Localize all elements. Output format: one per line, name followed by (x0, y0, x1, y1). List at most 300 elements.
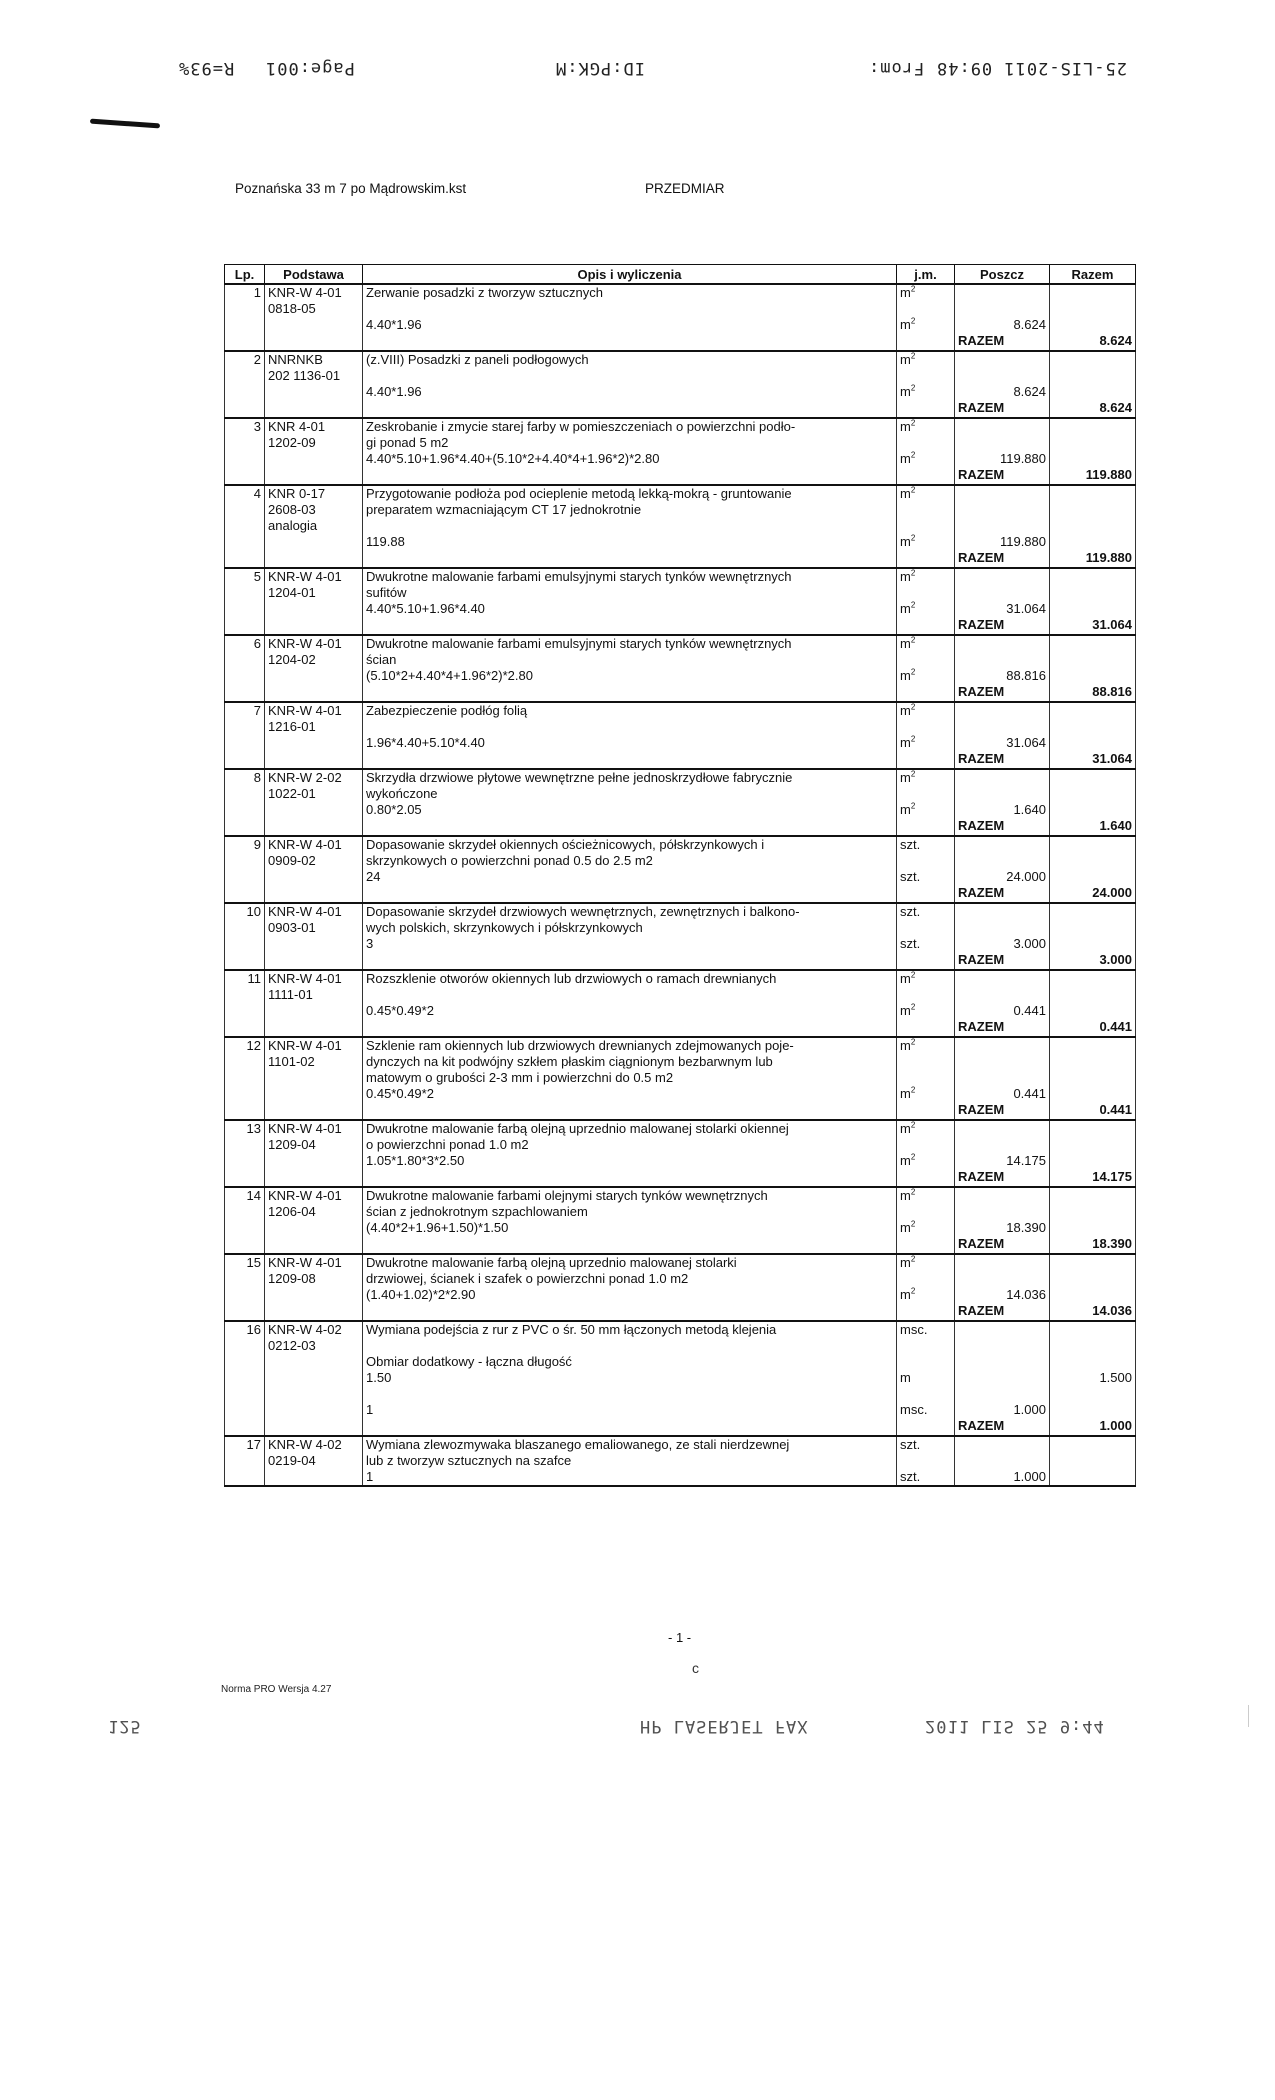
empty-cell (363, 617, 897, 635)
item-jm (897, 1254, 955, 1303)
razem-row (225, 1102, 1136, 1120)
empty-cell (225, 885, 265, 903)
spacer (958, 435, 1046, 451)
item-opis (363, 769, 897, 818)
unit: $m^2$ (900, 769, 916, 785)
razem-label: RAZEM (955, 1102, 1050, 1120)
spacer (958, 1204, 1046, 1220)
spacer (958, 368, 1046, 384)
empty-cell (265, 1303, 363, 1321)
empty-cell (897, 1236, 955, 1254)
item-row (225, 485, 1136, 550)
item-opis (363, 485, 897, 550)
podstawa-line: 1209-08 (268, 1271, 316, 1286)
poszcz-value: 0.441 (1013, 1003, 1046, 1018)
empty-cell (363, 818, 897, 836)
podstawa-line: 0903-01 (268, 920, 316, 935)
spacer (958, 1354, 1046, 1370)
unit: szt. (900, 904, 921, 919)
empty-cell (265, 1236, 363, 1254)
opis-line: ścian (366, 652, 397, 667)
item-jm (897, 836, 955, 885)
spacer (900, 301, 951, 317)
razem-label: RAZEM (955, 467, 1050, 485)
unit: szt. (900, 837, 921, 852)
item-podstawa (265, 351, 363, 400)
unit: $m^2$ (900, 635, 916, 651)
calc-formula: 1 (366, 1469, 374, 1484)
opis-line: dynczych na kit podwójny szkłem płaskim ciągnionym bezbarwnym lub (366, 1054, 773, 1069)
spacer (366, 301, 893, 317)
spacer (958, 1453, 1046, 1469)
empty-cell (363, 751, 897, 769)
empty-cell (897, 1019, 955, 1037)
item-lp (225, 836, 265, 885)
item-razem-cell (1050, 485, 1136, 550)
razem-label: RAZEM (955, 818, 1050, 836)
empty-cell (225, 684, 265, 702)
item-opis (363, 351, 897, 400)
razem-label: RAZEM (955, 550, 1050, 568)
empty-cell (897, 1169, 955, 1187)
empty-cell (897, 333, 955, 351)
razem-row (225, 818, 1136, 836)
spacer (366, 719, 893, 735)
item-poszcz (955, 836, 1050, 885)
opis-line: (z.VIII) Posadzki z paneli podłogowych (366, 352, 589, 367)
spacer (958, 1255, 1046, 1271)
empty-cell (265, 400, 363, 418)
poszcz-value: 0.441 (1013, 1086, 1046, 1101)
lp-value: 2 (253, 352, 261, 367)
opis-line: Dwukrotne malowanie farbą olejną uprzednio malowanej stolarki (366, 1255, 737, 1270)
item-opis (363, 1436, 897, 1486)
calc-unit: $m^2$ (900, 450, 916, 466)
opis-line: Szklenie ram okiennych lub drzwiowych drewnianych zdejmowanych poje- (366, 1038, 794, 1053)
lp-value: 11 (247, 971, 261, 986)
razem-value: 24.000 (1050, 885, 1136, 903)
unit: $m^2$ (900, 702, 916, 718)
poszcz-value: 119.880 (999, 451, 1046, 466)
spacer (958, 1137, 1046, 1153)
podstawa-line: 1206-04 (268, 1204, 316, 1219)
spacer (958, 652, 1046, 668)
opis-line: wykończone (366, 786, 438, 801)
podstawa-line: KNR-W 4-01 (268, 971, 342, 986)
empty-cell (265, 333, 363, 351)
podstawa-line: 1209-04 (268, 1137, 316, 1152)
item-lp (225, 351, 265, 400)
calc-unit: szt. (900, 936, 921, 951)
poszcz-value: 18.390 (1006, 1220, 1046, 1235)
opis-line: Zeskrobanie i zmycie starej farby w pomieszczeniach o powierzchni podło- (366, 419, 796, 434)
item-jm (897, 1187, 955, 1236)
lp-value: 7 (253, 703, 261, 718)
lp-value: 4 (253, 486, 261, 501)
spacer (958, 1370, 1046, 1386)
item-razem-cell (1050, 1254, 1136, 1303)
opis-line: gi ponad 5 m2 (366, 435, 449, 450)
item-row (225, 970, 1136, 1019)
unit: $m^2$ (900, 1254, 916, 1270)
razem-value: 14.036 (1050, 1303, 1136, 1321)
empty-cell (265, 1418, 363, 1436)
podstawa-line: KNR-W 4-01 (268, 703, 342, 718)
spacer (900, 1271, 951, 1287)
item-opis (363, 635, 897, 684)
spacer (958, 719, 1046, 735)
calc-formula: 24 (366, 869, 381, 884)
opis-line: wych polskich, skrzynkowych i półskrzynkowych (366, 920, 643, 935)
spacer (958, 904, 1046, 920)
calc-formula: 3 (366, 936, 374, 951)
item-row (225, 1120, 1136, 1169)
item-poszcz (955, 970, 1050, 1019)
spacer (958, 1121, 1046, 1137)
item-podstawa (265, 1321, 363, 1418)
lp-value: 13 (246, 1121, 261, 1136)
item-podstawa (265, 836, 363, 885)
item-jm (897, 568, 955, 617)
razem-label: RAZEM (955, 751, 1050, 769)
razem-value: 14.175 (1050, 1169, 1136, 1187)
poszcz-value: 24.000 (1006, 869, 1046, 884)
empty-cell (363, 952, 897, 970)
spacer (900, 1386, 951, 1402)
spacer (958, 569, 1046, 585)
spacer (366, 1338, 893, 1354)
lp-value: 14 (246, 1188, 261, 1203)
spacer (900, 1338, 951, 1354)
item-razem-cell (1050, 836, 1136, 885)
item-lp (225, 1321, 265, 1418)
item-row (225, 418, 1136, 467)
calc-formula: 4.40*5.10+1.96*4.40 (366, 601, 485, 616)
spacer (958, 518, 1046, 534)
razem-value: 119.880 (1050, 467, 1136, 485)
razem-row (225, 617, 1136, 635)
calc-formula: 4.40*1.96 (366, 317, 422, 332)
item-podstawa (265, 568, 363, 617)
calc-unit: $m^2$ (900, 600, 916, 616)
razem-row (225, 1019, 1136, 1037)
lp-value: 10 (246, 904, 261, 919)
poszcz-value: 8.624 (1013, 384, 1046, 399)
file-name: Poznańska 33 m 7 po Mądrowskim.kst (235, 181, 467, 196)
item-razem-cell (1050, 769, 1136, 818)
fax-footer-right: 2011 LIS 25 9:44 (925, 1716, 1105, 1736)
item-row (225, 702, 1136, 751)
calc-unit: $m^2$ (900, 667, 916, 683)
item-razem-cell (1050, 1187, 1136, 1236)
lp-value: 3 (253, 419, 261, 434)
spacer (366, 518, 893, 534)
item-poszcz (955, 702, 1050, 751)
item-poszcz (955, 635, 1050, 684)
item-poszcz (955, 1436, 1050, 1486)
item-lp (225, 903, 265, 952)
spacer (958, 786, 1046, 802)
lp-value: 15 (246, 1255, 261, 1270)
item-opis (363, 284, 897, 333)
item-lp (225, 418, 265, 467)
fax-footer-left: 125 (108, 1716, 142, 1736)
item-row (225, 1321, 1136, 1418)
razem-row (225, 952, 1136, 970)
item-jm (897, 1037, 955, 1102)
unit: msc. (900, 1322, 928, 1337)
empty-cell (897, 818, 955, 836)
empty-cell (897, 617, 955, 635)
calc-unit: $m^2$ (900, 1152, 916, 1168)
poszcz-value: 1.000 (1013, 1469, 1046, 1484)
calc-unit: $m^2$ (900, 1002, 916, 1018)
spacer (900, 1070, 951, 1086)
spacer (958, 636, 1046, 652)
razem-value: 8.624 (1050, 400, 1136, 418)
item-podstawa (265, 903, 363, 952)
lp-value: 8 (253, 770, 261, 785)
opis-line: Wymiana podejścia z rur z PVC o śr. 50 mm łączonych metodą klejenia (366, 1322, 777, 1337)
spacer (958, 1322, 1046, 1338)
podstawa-line: 0909-02 (268, 853, 316, 868)
przedmiar-table (224, 264, 1136, 1487)
spacer (958, 853, 1046, 869)
spacer (958, 1338, 1046, 1354)
item-jm (897, 418, 955, 467)
razem-value: 18.390 (1050, 1236, 1136, 1254)
podstawa-line: KNR-W 4-01 (268, 285, 342, 300)
podstawa-line: analogia (268, 518, 318, 533)
item-opis (363, 903, 897, 952)
item-poszcz (955, 1037, 1050, 1102)
podstawa-line: KNR-W 4-02 (268, 1322, 342, 1337)
table-header-row (225, 265, 1136, 285)
razem-row (225, 885, 1136, 903)
calc-unit: $m^2$ (900, 801, 916, 817)
opis-line: Zabezpieczenie podłóg folią (366, 703, 528, 718)
empty-cell (265, 818, 363, 836)
spacer (900, 652, 951, 668)
lp-value: 1 (253, 285, 261, 300)
item-row (225, 351, 1136, 400)
podstawa-line: 1022-01 (268, 786, 316, 801)
poszcz-value: 31.064 (1006, 735, 1046, 750)
empty-cell (897, 684, 955, 702)
item-podstawa (265, 1254, 363, 1303)
empty-cell (265, 1169, 363, 1187)
opis-line: preparatem wzmacniającym CT 17 jednokrotnie (366, 502, 642, 517)
empty-cell (363, 1169, 897, 1187)
item-row (225, 635, 1136, 684)
item-razem-cell (1050, 351, 1136, 400)
razem-row (225, 751, 1136, 769)
calc-formula: 4.40*1.96 (366, 384, 422, 399)
spacer (366, 1386, 893, 1402)
spacer (958, 301, 1046, 317)
razem-row (225, 333, 1136, 351)
col-header-podstawa: Podstawa (265, 265, 363, 285)
empty-cell (225, 333, 265, 351)
item-jm (897, 1120, 955, 1169)
empty-cell (225, 1169, 265, 1187)
unit: $m^2$ (900, 1187, 916, 1203)
razem-value: 31.064 (1050, 617, 1136, 635)
calc-unit: szt. (900, 869, 921, 884)
col-header-opis: Opis i wyliczenia (363, 265, 897, 285)
opis-line: Rozszklenie otworów okiennych lub drzwiowych o ramach drewnianych (366, 971, 777, 986)
item-razem-cell (1050, 970, 1136, 1019)
empty-cell (897, 1303, 955, 1321)
opis-line: o powierzchni ponad 1.0 m2 (366, 1137, 529, 1152)
empty-cell (265, 952, 363, 970)
opis-line: Wymiana zlewozmywaka blaszanego emaliowanego, ze stali nierdzewnej (366, 1437, 790, 1452)
item-lp (225, 284, 265, 333)
empty-cell (363, 1303, 897, 1321)
item-opis (363, 1321, 897, 1418)
calc-unit: $m^2$ (900, 383, 916, 399)
podstawa-line: 1216-01 (268, 719, 316, 734)
calc-formula: (5.10*2+4.40*4+1.96*2)*2.80 (366, 668, 533, 683)
spacer (958, 987, 1046, 1003)
spacer (958, 837, 1046, 853)
razem-row (225, 400, 1136, 418)
fax-reduction: R=93% (178, 58, 235, 78)
spacer (900, 585, 951, 601)
item-jm (897, 903, 955, 952)
empty-cell (225, 467, 265, 485)
item-row (225, 903, 1136, 952)
item-opis (363, 702, 897, 751)
unit: $m^2$ (900, 351, 916, 367)
item-jm (897, 1321, 955, 1418)
opis-line: Dwukrotne malowanie farbami emulsyjnymi starych tynków wewnętrznych (366, 569, 792, 584)
item-jm (897, 485, 955, 550)
spacer (366, 368, 893, 384)
spacer (900, 435, 951, 451)
fax-id: ID:PGK:M (555, 58, 645, 78)
razem-value: 119.880 (1050, 550, 1136, 568)
empty-cell (363, 684, 897, 702)
empty-cell (225, 818, 265, 836)
empty-cell (897, 400, 955, 418)
lp-value: 16 (246, 1322, 261, 1337)
item-poszcz (955, 769, 1050, 818)
poszcz-value: 3.000 (1013, 936, 1046, 951)
razem-row (225, 550, 1136, 568)
podstawa-line: KNR-W 4-01 (268, 837, 342, 852)
item-podstawa (265, 284, 363, 333)
razem-label: RAZEM (955, 1236, 1050, 1254)
empty-cell (897, 952, 955, 970)
calc-unit: msc. (900, 1402, 928, 1417)
opis-line: Skrzydła drzwiowe płytowe wewnętrzne pełne jednoskrzydłowe fabrycznie (366, 770, 793, 785)
spacer (900, 502, 951, 518)
item-poszcz (955, 1321, 1050, 1418)
item-row (225, 1187, 1136, 1236)
empty-cell (225, 1303, 265, 1321)
poszcz-value: 1.640 (1013, 802, 1046, 817)
opis-line: ścian z jednokrotnym szpachlowaniem (366, 1204, 588, 1219)
spacer (1053, 1354, 1132, 1370)
col-header-lp: Lp. (225, 265, 265, 285)
calc-formula: 1.05*1.80*3*2.50 (366, 1153, 465, 1168)
page-number: - 1 - (668, 1630, 692, 1645)
item-opis (363, 970, 897, 1019)
empty-cell (265, 1102, 363, 1120)
item-row (225, 1436, 1136, 1486)
calc-formula: 119.88 (366, 534, 405, 549)
opis-line: Dwukrotne malowanie farbami emulsyjnymi starych tynków wewnętrznych (366, 636, 792, 651)
item-lp (225, 635, 265, 684)
podstawa-line: 2608-03 (268, 502, 316, 517)
razem-value: 88.816 (1050, 684, 1136, 702)
item-row (225, 836, 1136, 885)
item-podstawa (265, 769, 363, 818)
lp-value: 17 (246, 1437, 261, 1452)
empty-cell (225, 1418, 265, 1436)
calc-formula: 4.40*5.10+1.96*4.40+(5.10*2+4.40*4+1.96*2)*2.80 (366, 451, 660, 466)
empty-cell (225, 1236, 265, 1254)
item-podstawa (265, 635, 363, 684)
razem-value: 8.624 (1050, 333, 1136, 351)
razem-value: 0.441 (1050, 1102, 1136, 1120)
opis-line: matowym o grubości 2-3 mm i powierzchni do 0.5 m2 (366, 1070, 674, 1085)
empty-cell (363, 1418, 897, 1436)
item-podstawa (265, 1436, 363, 1486)
razem-label: RAZEM (955, 885, 1050, 903)
razem-value: 1.640 (1050, 818, 1136, 836)
item-jm (897, 970, 955, 1019)
item-razem-cell (1050, 418, 1136, 467)
calc-formula: 0.45*0.49*2 (366, 1086, 434, 1101)
poszcz-value: 31.064 (1006, 601, 1046, 616)
stray-mark: c (692, 1660, 699, 1676)
unit: $m^2$ (900, 418, 916, 434)
empty-cell (897, 885, 955, 903)
razem-label: RAZEM (955, 952, 1050, 970)
spacer (366, 987, 893, 1003)
razem-value: 31.064 (1050, 751, 1136, 769)
item-opis (363, 418, 897, 467)
poszcz-value: 14.036 (1006, 1287, 1046, 1302)
podstawa-line: 1101-02 (268, 1054, 315, 1069)
podstawa-line: 1204-02 (268, 652, 316, 667)
empty-cell (363, 1236, 897, 1254)
razem-label: RAZEM (955, 1418, 1050, 1436)
item-row (225, 284, 1136, 333)
podstawa-line: KNR-W 4-01 (268, 1255, 342, 1270)
spacer (958, 502, 1046, 518)
item-jm (897, 351, 955, 400)
spacer (900, 1453, 951, 1469)
podstawa-line: 1111-01 (268, 987, 313, 1002)
opis-line: Dopasowanie skrzydeł okiennych ościeżnicowych, półskrzynkowych i (366, 837, 765, 852)
document-title: PRZEDMIAR (645, 181, 725, 196)
empty-cell (265, 751, 363, 769)
spacer (900, 368, 951, 384)
unit: szt. (900, 1437, 921, 1452)
calc-unit: $m^2$ (900, 1085, 916, 1101)
item-lp (225, 1436, 265, 1486)
item-row (225, 568, 1136, 617)
razem-value: 3.000 (1050, 952, 1136, 970)
item-row (225, 769, 1136, 818)
fax-from-label: From: (868, 58, 925, 78)
razem-label: RAZEM (955, 333, 1050, 351)
spacer (900, 518, 951, 534)
empty-cell (897, 1102, 955, 1120)
